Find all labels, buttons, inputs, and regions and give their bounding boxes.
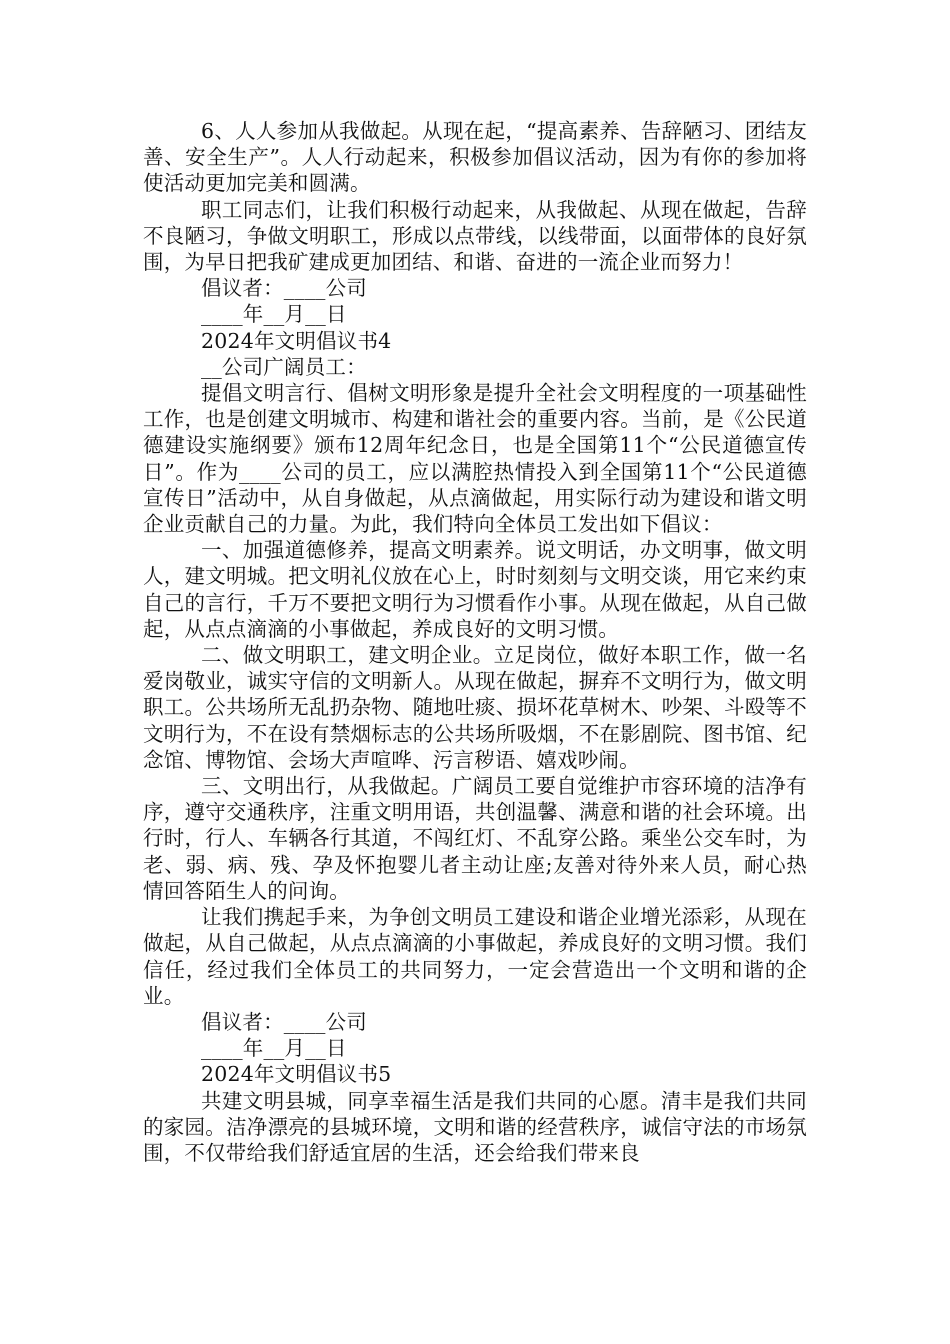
paragraph-section-5-intro: 共建文明县城，同享幸福生活是我们共同的心愿。清丰是我们共同的家园。洁净漂亮的县城环境，文明和谐的经营秩序，诚信守法的市场氛围，不仅带给我们舒适宜居的生活，还会给我们带来良 [143,1088,807,1165]
paragraph-call-to-action: 职工同志们，让我们积极行动起来，从我做起、从现在做起，告辞不良陋习，争做文明职工，形成以点带线，以线带面，以面带体的良好氛围，为早日把我矿建成更加团结、和谐、奋进的一流企业而努力！ [143,197,807,275]
paragraph-pledge-6: 6、人人参加从我做起。从现在起，“提高素养、告辞陋习、团结友善、安全生产”。人人行动起来，积极参加倡议活动，因为有你的参加将使活动更加完美和圆满。 [143,119,807,196]
section-title-4: 2024年文明倡议书4 [201,328,392,353]
signature-initiator: 倡议者：____公司 [201,276,367,301]
paragraph-item-3: 三、文明出行，从我做起。广阔员工要自觉维护市容环境的洁净有序，遵守交通秩序，注重文明用语，共创温馨、满意和谐的社会环境。出行时，行人、车辆各行其道，不闯红灯、不乱穿公路。乘坐公交车时，为老、弱、病、残、孕及怀抱婴儿者主动让座;友善对待外来人员，耐心热情回答陌生人的问询。 [143,774,807,903]
signature-date: ____年__月__日 [201,302,347,327]
paragraph-item-2: 二、做文明职工，建文明企业。立足岗位，做好本职工作，做一名爱岗敬业，诚实守信的文明新人。从现在做起，摒弃不文明行为，做文明职工。公共场所无乱扔杂物、随地吐痰、损坏花草树木、吵架、斗殴等不文明行为，不在设有禁烟标志的公共场所吸烟，不在影剧院、图书馆、纪念馆、博物馆、会场大声喧哗、污言秽语、嬉戏吵闹。 [143,643,807,772]
section-title-5: 2024年文明倡议书5 [201,1062,392,1087]
paragraph-item-1: 一、加强道德修养，提高文明素养。说文明话，办文明事，做文明人，建文明城。把文明礼仪放在心上，时时刻刻与文明交谈，用它来约束自己的言行，千万不要把文明行为习惯看作小事。从现在做起，从自己做起，从点点滴滴的小事做起，养成良好的文明习惯。 [143,538,807,641]
paragraph-closing: 让我们携起手来，为争创文明员工建设和谐企业增光添彩，从现在做起，从自己做起，从点点滴滴的小事做起，养成良好的文明习惯。我们信任，经过我们全体员工的共同努力，一定会营造出一个文明和谐的企业。 [143,905,807,1008]
document-body [143,118,807,1166]
signature-initiator-2: 倡议者：____公司 [201,1009,367,1034]
signature-date-2: ____年__月__日 [201,1036,347,1061]
paragraph-intro: 提倡文明言行、倡树文明形象是提升全社会文明程度的一项基础性工作，也是创建文明城市、构建和谐社会的重要内容。当前，是《公民道德建设实施纲要》颁布12周年纪念日，也是全国第11个“公民道德宣传日”。作为____公司的员工，应以满腔热情投入到全国第11个“公民道德宣传日”活动中，从自身做起，从点滴做起，用实际行动为建设和谐文明企业贡献自己的力量。为此，我们特向全体员工发出如下倡议： [143,381,807,537]
salutation: __公司广阔员工： [201,354,367,379]
